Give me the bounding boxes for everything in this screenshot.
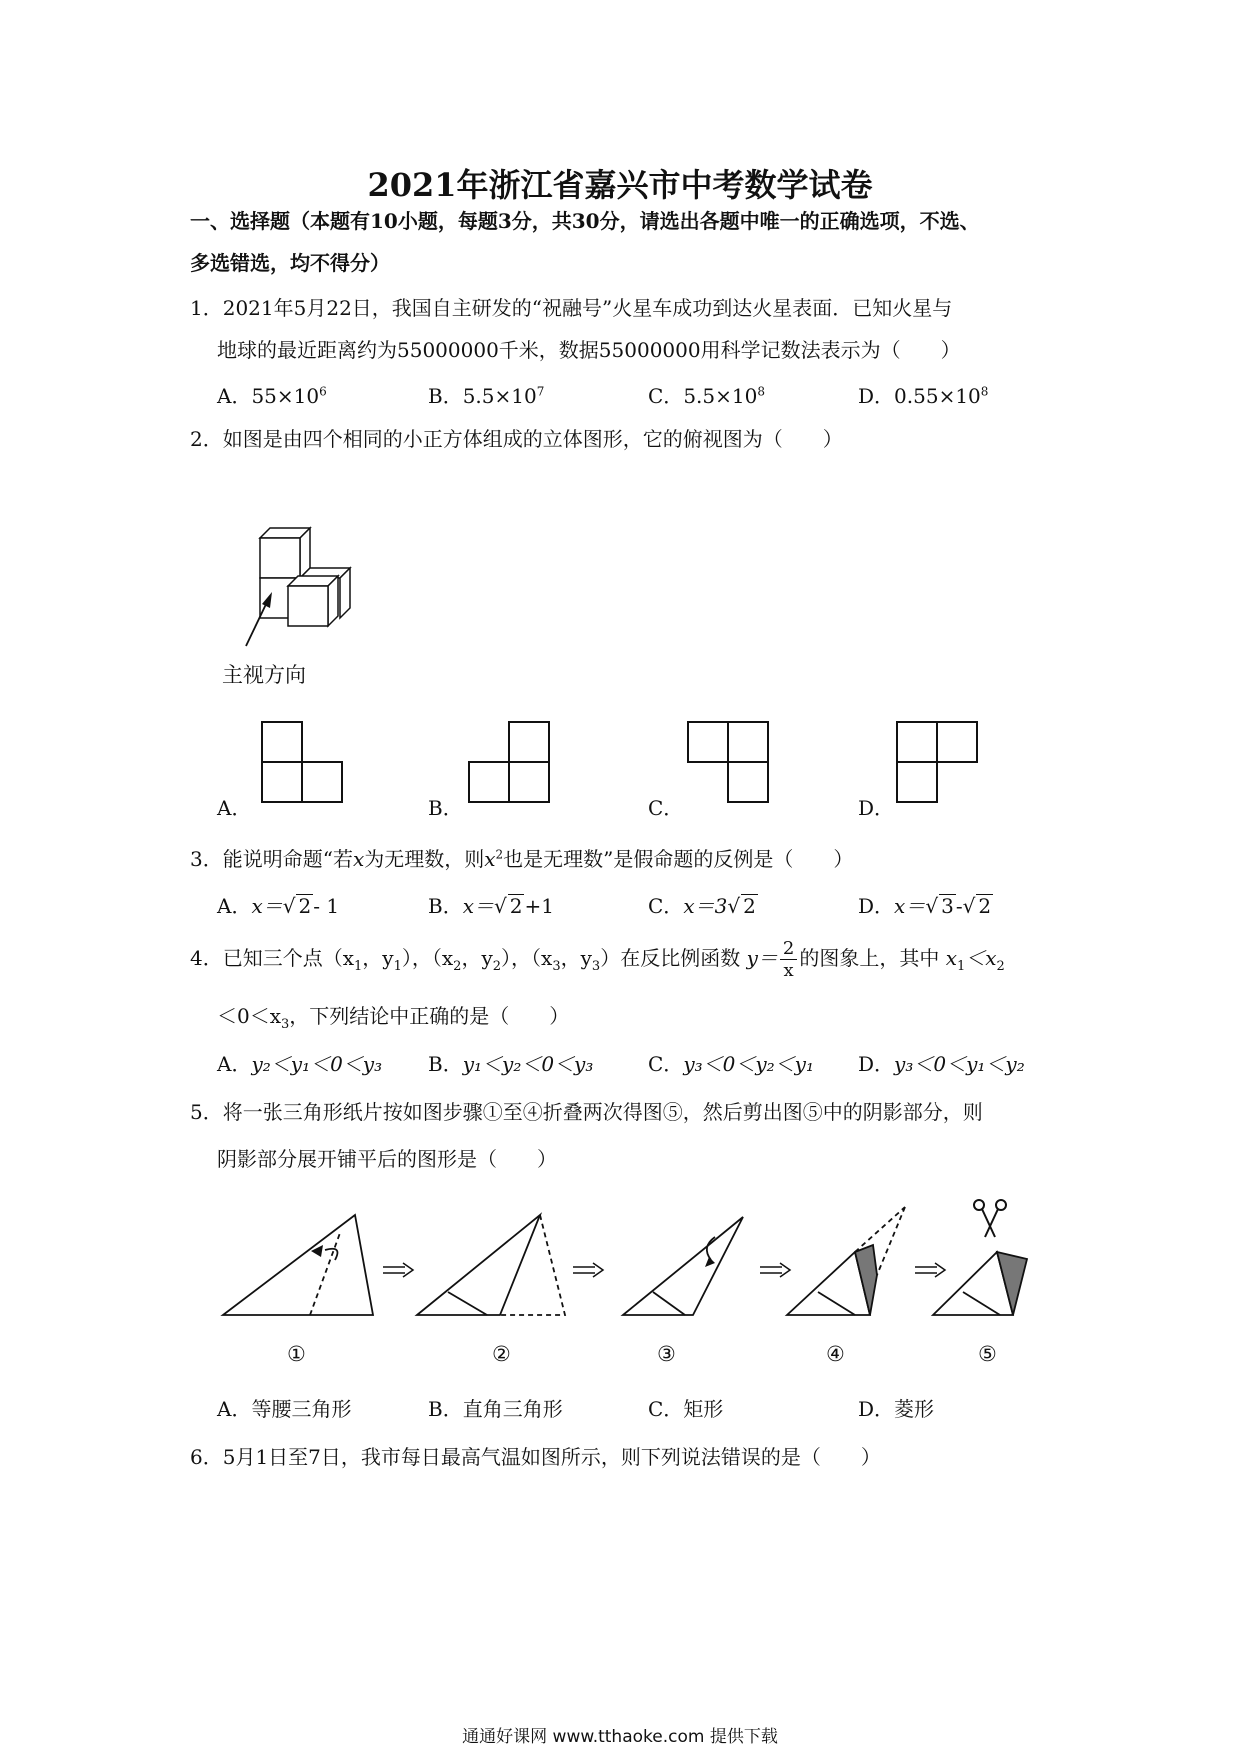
q5-option-a: A．等腰三角形 — [217, 1397, 352, 1421]
page-title: 2021年浙江省嘉兴市中考数学试卷 — [367, 166, 873, 204]
q2-option-c-figure — [684, 718, 772, 808]
q5-option-d: D．菱形 — [858, 1397, 935, 1421]
q4-option-d: D．y₃＜0＜y₁＜y₂ — [858, 1052, 1025, 1076]
q2-option-d-label: D． — [858, 796, 895, 820]
q5-step-3-label: ③ — [657, 1342, 676, 1366]
q1-option-b: B．$5.5\times 10^7$ — [428, 384, 545, 408]
q4-fraction: $\frac{2}{x}$ — [780, 938, 797, 981]
q5-option-b: B．直角三角形 — [428, 1397, 563, 1421]
q2-option-a-label: A． — [217, 796, 252, 820]
q6-stem-line1: 6．5月1日至7日，我市每日最高气温如图所示，则下列说法错误的是（ ） — [190, 1445, 881, 1469]
q4-option-b: B．y₁＜y₂＜0＜y₃ — [428, 1052, 594, 1076]
q1-option-a: A．$55\times 10^6$ — [217, 384, 327, 408]
q5-stem-line2: 阴影部分展开铺平后的图形是（ ） — [217, 1147, 557, 1171]
q2-option-b-figure — [465, 718, 553, 808]
page-footer: 通通好课网 www.tthaoke.com 提供下载 — [462, 1727, 778, 1747]
q4-stem-line2: $<0<x_3$，下列结论中正确的是（ ） — [217, 1004, 570, 1032]
q5-step-1-label: ① — [287, 1342, 306, 1366]
q5-option-c: C．矩形 — [648, 1397, 724, 1421]
q4-option-a: A．y₂＜y₁＜0＜y₃ — [217, 1052, 383, 1076]
q5-folding-steps-figure — [215, 1195, 1075, 1380]
q4-stem-line1: 4．已知三个点（$x_1$，$y_1$），（$x_2$，$y_2$），（$x_3$，$y_3$）在反比例函数 y＝ $\frac{2}{x}$ 的图象上，其中 $x_1<x_2$ — [190, 938, 1005, 981]
q4-option-c: C．y₃＜0＜y₂＜y₁ — [648, 1052, 814, 1076]
q3-option-d: D．x＝√ 3 -√ 2 — [858, 894, 992, 918]
q2-stem-line1: 2．如图是由四个相同的小正方体组成的立体图形，它的俯视图为（ ） — [190, 427, 843, 451]
q5-step-4-label: ④ — [826, 1342, 845, 1366]
view-direction-arrow — [240, 590, 280, 650]
q5-step-5-label: ⑤ — [978, 1342, 997, 1366]
q5-stem-line1: 5．将一张三角形纸片按如图步骤①至④折叠两次得图⑤，然后剪出图⑤中的阴影部分，则 — [190, 1100, 983, 1124]
q5-step-2-label: ② — [492, 1342, 511, 1366]
q2-option-a-figure — [258, 718, 346, 808]
section-heading-line1: 一、选择题（本题有10小题，每题3分，共30分，请选出各题中唯一的正确选项，不选、 — [190, 209, 980, 233]
q2-option-d-figure — [893, 718, 981, 808]
section-heading-line2: 多选错选，均不得分） — [190, 251, 390, 275]
q1-stem-line2: 地球的最近距离约为55000000千米，数据55000000用科学记数法表示为（ ） — [217, 338, 961, 362]
q2-option-c-label: C． — [648, 796, 684, 820]
q3-stem: 3．能说明命题“若x为无理数，则$x^2$也是无理数”是假命题的反例是（ ） — [190, 847, 854, 871]
q1-stem-line1: 1．2021年5月22日，我国自主研发的“祝融号”火星车成功到达火星表面．已知火星与 — [190, 296, 953, 320]
q3-option-c: C．x＝3√ 2 — [648, 894, 756, 918]
q3-option-b: B．x＝√ 2 +1 — [428, 894, 554, 918]
scissors-icon — [974, 1200, 1006, 1237]
q1-option-c: C．$5.5\times 10^8$ — [648, 384, 765, 408]
view-direction-caption: 主视方向 — [222, 663, 306, 687]
q2-option-b-label: B． — [428, 796, 463, 820]
q3-option-a: A．x＝√ 2 - 1 — [217, 894, 340, 918]
q1-option-d: D．$0.55\times 10^8$ — [858, 384, 989, 408]
